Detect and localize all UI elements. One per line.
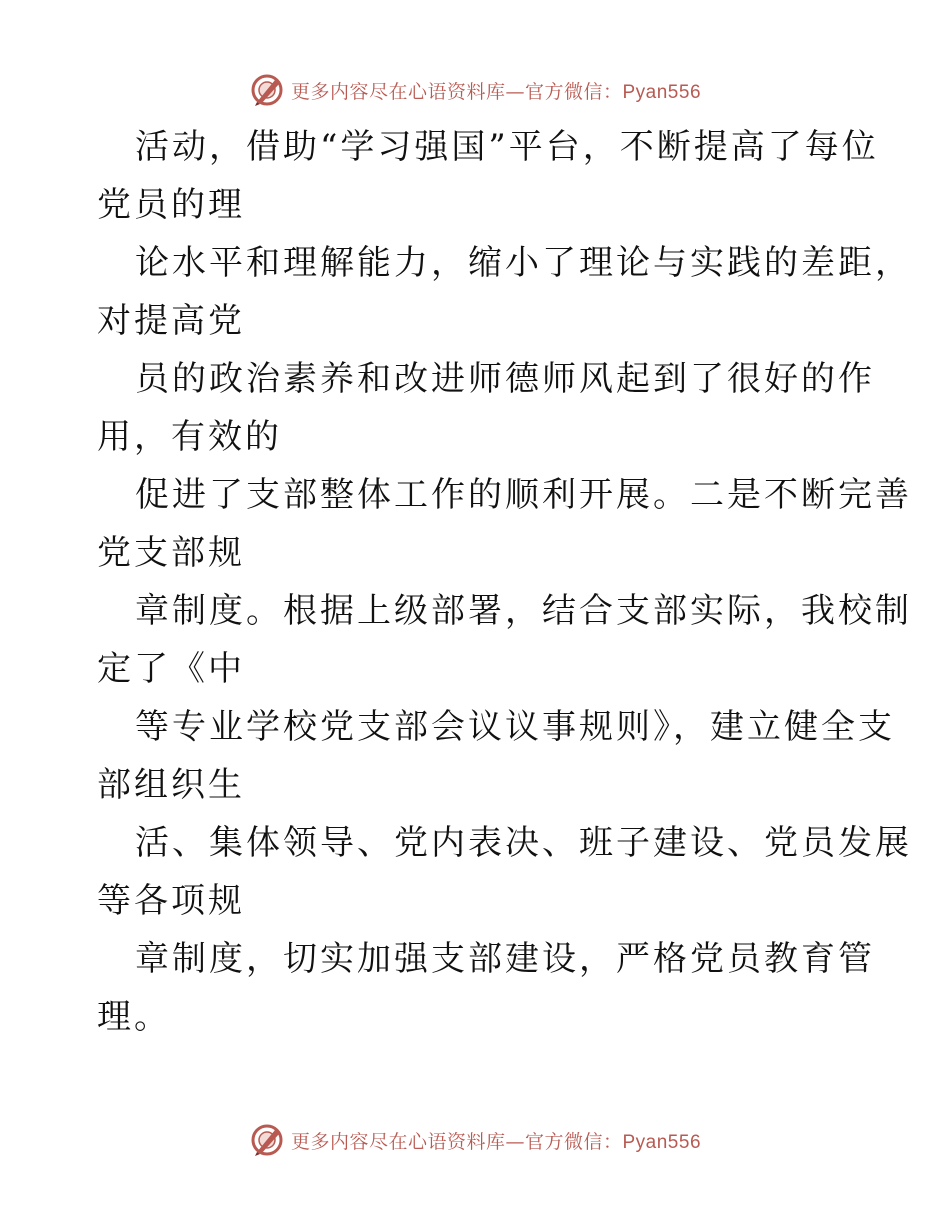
body-line: 活动，借助“学习强国”平台，不断提高了每位 [135, 127, 879, 167]
body-line: 等各项规 [97, 881, 245, 921]
header-banner [0, 70, 950, 110]
body-line: 员的政治素养和改进师德师风起到了很好的作 [135, 359, 875, 399]
body-line: 活、集体领导、党内表决、班子建设、党员发展 [135, 823, 912, 863]
header-wechat-id: Pyan556 [622, 81, 702, 103]
pen-nib-circle-icon [249, 72, 285, 108]
body-line: 部组织生 [97, 765, 245, 805]
document-body [97, 118, 912, 1046]
body-line: 用，有效的 [97, 417, 282, 457]
body-line: 对提高党 [97, 301, 245, 341]
body-line: 论水平和理解能力，缩小了理论与实践的差距， [135, 243, 912, 283]
footer-banner-text: 更多内容尽在心语资料库—官方微信：Pyan556 [290, 1130, 702, 1153]
pen-nib-circle-icon [249, 1122, 285, 1158]
footer-banner [0, 1120, 950, 1160]
header-banner-text: 更多内容尽在心语资料库—官方微信：Pyan556 [290, 80, 702, 103]
body-line: 促进了支部整体工作的顺利开展。二是不断完善 [135, 475, 912, 515]
footer-wechat-id: Pyan556 [622, 1131, 702, 1153]
body-line: 理。 [97, 997, 171, 1037]
body-line: 章制度。根据上级部署，结合支部实际，我校制 [135, 591, 912, 631]
body-line: 党员的理 [97, 185, 245, 225]
body-line: 党支部规 [97, 533, 245, 573]
body-line: 等专业学校党支部会议议事规则》，建立健全支 [135, 707, 895, 747]
body-line: 定了《中 [97, 649, 245, 689]
body-line: 章制度，切实加强支部建设，严格党员教育管 [135, 939, 875, 979]
